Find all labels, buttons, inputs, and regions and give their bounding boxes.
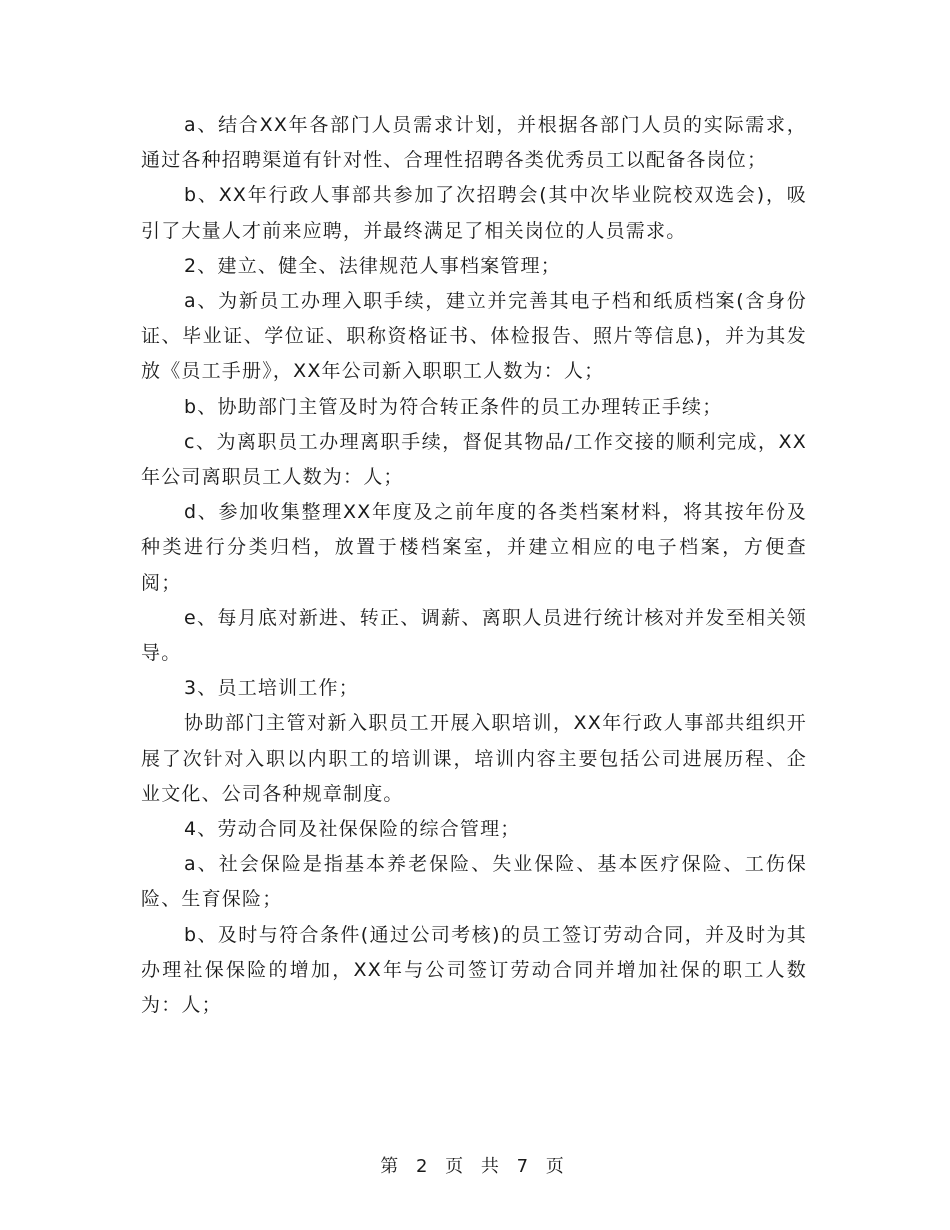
paragraph: a、结合XX年各部门人员需求计划，并根据各部门人员的实际需求，通过各种招聘渠道有针对性、合理性招聘各类优秀员工以配备各岗位； bbox=[141, 114, 807, 172]
section-heading: 3、员工培训工作； bbox=[184, 677, 359, 700]
paragraph: b、XX年行政人事部共参加了次招聘会(其中次毕业院校双选会)，吸引了大量人才前来应聘，并最终满足了相关岗位的人员需求。 bbox=[141, 184, 807, 242]
document-body bbox=[141, 108, 807, 1023]
paragraph: b、协助部门主管及时为符合转正条件的员工办理转正手续； bbox=[184, 395, 723, 418]
paragraph: e、每月底对新进、转正、调薪、离职人员进行统计核对并发至相关领导。 bbox=[141, 606, 807, 665]
paragraph: d、参加收集整理XX年度及之前年度的各类档案材料，将其按年份及种类进行分类归档，放置于楼档案室，并建立相应的电子档案，方便查阅； bbox=[141, 501, 807, 594]
paragraph: b、及时与符合条件(通过公司考核)的员工签订劳动合同，并及时为其办理社保保险的增加，XX年与公司签订劳动合同并增加社保的职工人数为：人； bbox=[141, 923, 807, 1017]
page-number: 第 2 页 共 7 页 bbox=[380, 1156, 570, 1177]
paragraph: 协助部门主管对新入职员工开展入职培训，XX年行政人事部共组织开展了次针对入职以内职工的培训课，培训内容主要包括公司进展历程、企业文化、公司各种规章制度。 bbox=[141, 712, 807, 805]
section-heading: 2、建立、健全、法律规范人事档案管理； bbox=[184, 254, 561, 277]
paragraph: a、为新员工办理入职手续，建立并完善其电子档和纸质档案(含身份证、毕业证、学位证、职称资格证书、体检报告、照片等信息)，并为其发放《员工手册》，XX年公司新入职职工人数为：人； bbox=[141, 290, 807, 383]
section-heading: 4、劳动合同及社保保险的综合管理； bbox=[184, 818, 521, 841]
paragraph: c、为离职员工办理离职手续，督促其物品/工作交接的顺利完成，XX年公司离职员工人数为：人； bbox=[141, 430, 807, 489]
paragraph: a、社会保险是指基本养老保险、失业保险、基本医疗保险、工伤保险、生育保险； bbox=[141, 853, 807, 911]
